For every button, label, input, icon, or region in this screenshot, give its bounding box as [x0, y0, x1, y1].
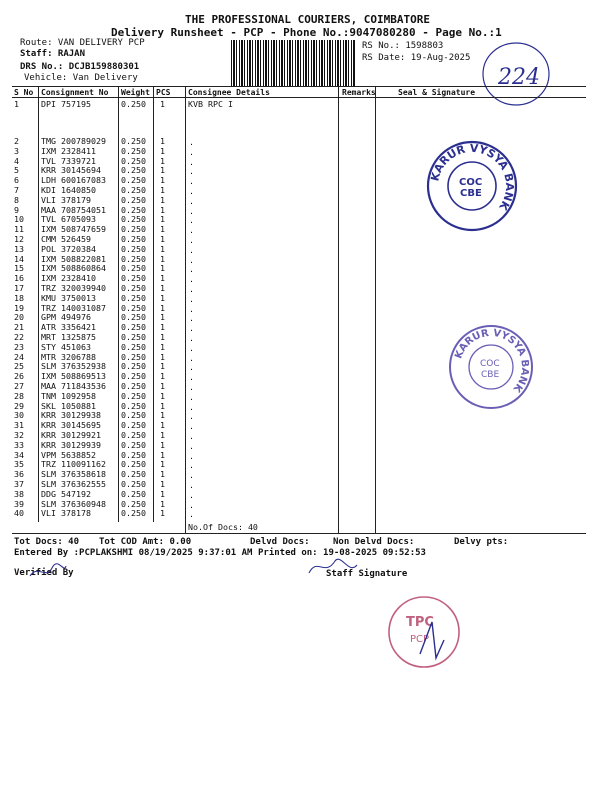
row-weight: 0.250 [121, 371, 146, 382]
row-consignment: TRZ 110091162 [41, 459, 106, 470]
row-consignment: MTR 3206788 [41, 351, 96, 362]
row-sno: 5 [14, 165, 19, 176]
row-consignee-dot: . [189, 274, 194, 285]
staff-signature-scribble [305, 555, 360, 581]
row-weight: 0.250 [121, 302, 146, 313]
row-sno: 35 [14, 459, 24, 470]
row-pcs: 1 [160, 361, 165, 372]
row-sno: 13 [14, 243, 24, 254]
row-sno: 20 [14, 312, 24, 323]
bank-stamp-middle-line2: CBE [481, 370, 500, 380]
row-consignment: SLM 376358618 [41, 469, 106, 480]
row-sno: 24 [14, 351, 24, 362]
row-sno: 40 [14, 508, 24, 519]
col-consignee: Consignee Details [188, 88, 270, 97]
row-sno: 12 [14, 234, 24, 244]
row-consignee-dot: . [189, 421, 194, 432]
row-pcs: 1 [160, 410, 165, 421]
row-weight: 0.250 [121, 185, 146, 195]
row-weight: 0.250 [121, 361, 146, 372]
row-consignee-dot: . [189, 372, 194, 383]
col-remarks: Remarks [342, 88, 376, 97]
row-consignee-dot: . [189, 225, 194, 236]
row-weight: 0.250 [121, 155, 146, 166]
row-consignment: VLI 378179 [41, 194, 91, 205]
row-sno: 32 [14, 430, 24, 440]
row-weight: 0.250 [121, 410, 146, 421]
rs-date: RS Date: 19-Aug-2025 [362, 53, 471, 63]
row-consignment: IXM 2328411 [41, 145, 96, 156]
row-consignment: VLI 378178 [41, 508, 91, 519]
row-consignment: CMM 526459 [41, 234, 91, 244]
no-of-docs: No.Of Docs: 40 [188, 522, 258, 532]
row-consignee-dot: . [189, 146, 194, 157]
row-consignee-dot: . [189, 303, 194, 314]
row-consignee-dot: . [189, 440, 194, 451]
row-weight: 0.250 [121, 243, 146, 254]
row-sno: 4 [14, 155, 19, 166]
bank-stamp-middle-ring: KARUR VYSYA BANK [453, 327, 531, 394]
row-pcs: 1 [160, 430, 165, 440]
row-consignment: IXM 508822081 [41, 253, 106, 264]
row-pcs: 1 [160, 341, 165, 352]
row-consignee-dot: . [189, 137, 194, 147]
col-pcs: PCS [156, 88, 171, 97]
row-consignee-dot: . [189, 264, 194, 275]
tot-docs: Tot Docs: 40 [14, 537, 80, 547]
row-sno: 39 [14, 498, 24, 509]
row-consignee-dot: . [189, 499, 194, 510]
row-weight: 0.250 [121, 459, 146, 470]
row-sno: 25 [14, 361, 24, 372]
row-sno: 10 [14, 214, 24, 225]
row-consignment: VPM 5638852 [41, 449, 96, 460]
row-weight: 0.250 [121, 194, 146, 205]
row-weight: 0.250 [121, 400, 146, 411]
row-consignment: TRZ 320039940 [41, 283, 106, 293]
row-consignee-dot: . [189, 195, 194, 206]
row-weight: 0.250 [121, 420, 146, 431]
row-weight: 0.250 [121, 292, 146, 303]
row-consignee-dot: . [189, 391, 194, 402]
bank-stamp-top-line1: COC [459, 177, 483, 188]
row-pcs: 1 [160, 312, 165, 323]
row-pcs: 1 [160, 479, 165, 489]
bank-stamp-top [424, 138, 520, 234]
route-label: Route: VAN DELIVERY PCP [20, 38, 145, 48]
rs-number: RS No.: 1598803 [362, 41, 444, 51]
row-sno: 36 [14, 469, 24, 480]
row-sno: 17 [14, 283, 24, 293]
row-consignment: POL 3720384 [41, 243, 96, 254]
row-consignment: SKL 1050881 [41, 400, 96, 411]
row-weight: 0.250 [121, 145, 146, 156]
row-pcs: 1 [160, 165, 165, 176]
row-weight: 0.250 [121, 508, 146, 519]
runsheet-title: Delivery Runsheet - PCP - Phone No.:9047080280 - Page No.:1 [111, 26, 502, 39]
row-consignee-dot: . [189, 470, 194, 481]
row-pcs: 1 [160, 449, 165, 460]
row-weight: 0.250 [121, 263, 146, 274]
row-pcs: 1 [160, 420, 165, 431]
row-sno: 30 [14, 410, 24, 421]
row-consignee-dot: . [189, 244, 194, 255]
row-pcs: 1 [160, 390, 165, 401]
row1-pcs: 1 [160, 99, 165, 109]
row-sno: 3 [14, 145, 19, 156]
row-weight: 0.250 [121, 175, 146, 186]
row-pcs: 1 [160, 253, 165, 264]
row-pcs: 1 [160, 155, 165, 166]
row-sno: 23 [14, 341, 24, 352]
staff-label: Staff: RAJAN [20, 49, 86, 59]
row-consignee-dot: . [189, 342, 194, 353]
row-consignee-dot: . [189, 352, 194, 363]
handwritten-number: 224 [498, 65, 540, 90]
row-consignment: KDI 1640850 [41, 185, 96, 195]
delvd-docs: Delvd Docs: [250, 537, 310, 547]
row-weight: 0.250 [121, 322, 146, 333]
row-sno: 11 [14, 224, 24, 235]
row-pcs: 1 [160, 243, 165, 254]
row-consignment: TVL 7339721 [41, 155, 96, 166]
row-consignee-dot: . [189, 156, 194, 167]
row-pcs: 1 [160, 145, 165, 156]
bank-stamp-top-line2: CBE [460, 188, 482, 199]
row-sno: 2 [14, 136, 19, 146]
bank-stamp-top-ring: KARUR VYSYA BANK [428, 141, 517, 213]
row-weight: 0.250 [121, 234, 146, 244]
row-consignment: KRR 30145695 [41, 420, 101, 431]
tpc-stamp-line2: PCP [410, 634, 430, 645]
bank-stamp-middle [446, 322, 536, 412]
row-weight: 0.250 [121, 341, 146, 352]
row-weight: 0.250 [121, 498, 146, 509]
row-consignee-dot: . [189, 205, 194, 216]
row-sno: 19 [14, 302, 24, 313]
row-sno: 29 [14, 400, 24, 411]
row-sno: 33 [14, 439, 24, 450]
row-pcs: 1 [160, 136, 165, 146]
row-sno: 31 [14, 420, 24, 431]
row-sno: 34 [14, 449, 24, 460]
row-sno: 7 [14, 185, 19, 195]
row-weight: 0.250 [121, 165, 146, 176]
row1-sno: 1 [14, 99, 19, 109]
row-weight: 0.250 [121, 381, 146, 391]
row-consignment: TNM 1092958 [41, 390, 96, 401]
row-consignee-dot: . [189, 323, 194, 334]
row-sno: 9 [14, 204, 19, 215]
row-sno: 26 [14, 371, 24, 382]
row-sno: 38 [14, 488, 24, 499]
row-consignee-dot: . [189, 215, 194, 226]
delvy-pts: Delvy pts: [454, 537, 509, 547]
verified-by: Verified By [14, 568, 74, 578]
row-pcs: 1 [160, 469, 165, 480]
row-consignee-dot: . [189, 313, 194, 324]
row-sno: 37 [14, 479, 24, 489]
row-pcs: 1 [160, 439, 165, 450]
row-consignment: MAA 711843536 [41, 381, 106, 391]
col-sno: S No [14, 88, 34, 97]
row-consignment: SLM 376352938 [41, 361, 106, 372]
row-sno: 21 [14, 322, 24, 333]
row-sno: 14 [14, 253, 24, 264]
row-consignee-dot: . [189, 166, 194, 177]
company-name: THE PROFESSIONAL COURIERS, COIMBATORE [185, 13, 431, 26]
row-consignment: TRZ 140031087 [41, 302, 106, 313]
vehicle-label: Vehicle: Van Delivery [24, 73, 138, 83]
row-consignee-dot: . [189, 186, 194, 196]
row-sno: 16 [14, 273, 24, 284]
row-pcs: 1 [160, 175, 165, 186]
row-consignee-dot: . [189, 509, 194, 520]
row-pcs: 1 [160, 302, 165, 313]
row-weight: 0.250 [121, 214, 146, 225]
row-consignment: MRT 1325875 [41, 332, 96, 342]
row-consignment: MAA 708754051 [41, 204, 106, 215]
row-weight: 0.250 [121, 253, 146, 264]
row-weight: 0.250 [121, 332, 146, 342]
row-pcs: 1 [160, 204, 165, 215]
row-pcs: 1 [160, 332, 165, 342]
row-weight: 0.250 [121, 351, 146, 362]
row-consignee-dot: . [189, 431, 194, 441]
row-consignee-dot: . [189, 401, 194, 412]
row-consignment: DDG 547192 [41, 488, 91, 499]
row-pcs: 1 [160, 234, 165, 244]
staff-signature: Staff Signature [326, 569, 408, 579]
row-pcs: 1 [160, 214, 165, 225]
row-weight: 0.250 [121, 390, 146, 401]
row-sno: 15 [14, 263, 24, 274]
row-consignment: KRR 30145694 [41, 165, 101, 176]
verified-signature-scribble [28, 560, 68, 582]
row-pcs: 1 [160, 224, 165, 235]
row-weight: 0.250 [121, 469, 146, 480]
row-consignee-dot: . [189, 460, 194, 471]
row-consignee-dot: . [189, 284, 194, 294]
col-signature: Seal & Signature [398, 88, 476, 97]
row-sno: 28 [14, 390, 24, 401]
row-consignment: ATR 3356421 [41, 322, 96, 333]
tot-cod: Tot COD Amt: 0.00 [99, 537, 192, 547]
col-consignment: Consignment No [41, 88, 109, 97]
row1-consignment: DPI 757195 [41, 99, 91, 109]
row-consignee-dot: . [189, 382, 194, 392]
row-weight: 0.250 [121, 312, 146, 323]
tpc-stamp-line1: TPC [406, 615, 434, 630]
row-consignment: KRR 30129939 [41, 439, 101, 450]
row-consignment: KRR 30129921 [41, 430, 101, 440]
row-weight: 0.250 [121, 488, 146, 499]
row-consignee-dot: . [189, 176, 194, 187]
row-consignee-dot: . [189, 293, 194, 304]
col-weight: Weight [121, 88, 150, 97]
row-sno: 18 [14, 292, 24, 303]
row-consignee-dot: . [189, 235, 194, 245]
row-consignment: TMG 200789029 [41, 136, 106, 146]
row-sno: 8 [14, 194, 19, 205]
entered-by: Entered By :PCPLAKSHMI 08/19/2025 9:37:01 AM [14, 548, 253, 558]
row-consignee-dot: . [189, 333, 194, 343]
handwritten-circle-mark [478, 38, 554, 110]
row-consignee-dot: . [189, 480, 194, 490]
row-sno: 27 [14, 381, 24, 391]
row-weight: 0.250 [121, 273, 146, 284]
row-consignment: SLM 376360948 [41, 498, 106, 509]
row-pcs: 1 [160, 400, 165, 411]
row-consignee-dot: . [189, 489, 194, 500]
row-weight: 0.250 [121, 479, 146, 489]
row-consignment: STY 451063 [41, 341, 91, 352]
row-sno: 22 [14, 332, 24, 342]
row-weight: 0.250 [121, 430, 146, 440]
row-weight: 0.250 [121, 224, 146, 235]
row-consignee-dot: . [189, 362, 194, 373]
row-pcs: 1 [160, 185, 165, 195]
row-consignee-dot: . [189, 411, 194, 422]
row-pcs: 1 [160, 459, 165, 470]
row-consignment: SLM 376362555 [41, 479, 106, 489]
row1-weight: 0.250 [121, 99, 146, 109]
row-consignment: LDH 600167083 [41, 175, 106, 186]
row-pcs: 1 [160, 194, 165, 205]
row-pcs: 1 [160, 322, 165, 333]
row1-consignee: KVB RPC I [188, 99, 233, 109]
row-pcs: 1 [160, 263, 165, 274]
row-weight: 0.250 [121, 439, 146, 450]
row-pcs: 1 [160, 498, 165, 509]
row-consignment: IXM 508869513 [41, 371, 106, 382]
tpc-stamp [384, 592, 464, 672]
row-sno: 6 [14, 175, 19, 186]
row-pcs: 1 [160, 351, 165, 362]
row-weight: 0.250 [121, 204, 146, 215]
row-pcs: 1 [160, 273, 165, 284]
row-pcs: 1 [160, 381, 165, 391]
row-consignee-dot: . [189, 254, 194, 265]
row-pcs: 1 [160, 508, 165, 519]
bank-stamp-middle-line1: COC [480, 359, 500, 369]
row-weight: 0.250 [121, 283, 146, 293]
row-weight: 0.250 [121, 449, 146, 460]
row-consignment: IXM 2328410 [41, 273, 96, 284]
non-delvd-docs: Non Delvd Docs: [333, 537, 415, 547]
row-weight: 0.250 [121, 136, 146, 146]
row-pcs: 1 [160, 371, 165, 382]
row-consignment: TVL 6705093 [41, 214, 96, 225]
row-pcs: 1 [160, 292, 165, 303]
row-consignment: IXM 508860864 [41, 263, 106, 274]
row-consignment: IXM 508747659 [41, 224, 106, 235]
row-pcs: 1 [160, 283, 165, 293]
row-consignment: GPM 494976 [41, 312, 91, 323]
row-consignee-dot: . [189, 450, 194, 461]
printed-on: Printed on: 19-08-2025 09:52:53 [258, 548, 426, 558]
row-consignment: KRR 30129938 [41, 410, 101, 421]
drs-number: DRS No.: DCJB159880301 [20, 62, 140, 72]
barcode [231, 40, 355, 86]
row-consignment: KMU 3750013 [41, 292, 96, 303]
row-pcs: 1 [160, 488, 165, 499]
